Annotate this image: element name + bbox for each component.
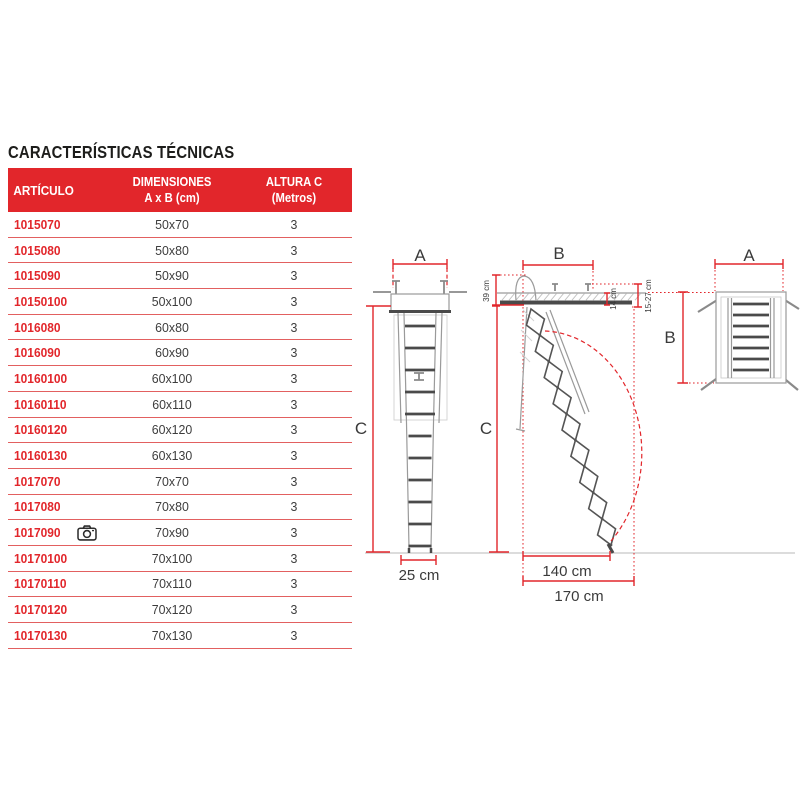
technical-diagrams <box>355 230 800 630</box>
altura-value: 3 <box>290 422 298 438</box>
table-row <box>8 469 352 495</box>
altura-value: 3 <box>290 473 298 489</box>
article-number: 10170110 <box>14 576 67 592</box>
altura-value: 3 <box>290 370 298 386</box>
front-view-diagram <box>355 246 467 584</box>
side-ceiling-offset-label: 39 cm <box>482 280 491 302</box>
table-row <box>8 443 352 469</box>
table-body <box>8 212 352 649</box>
specs-table <box>8 168 352 649</box>
side-width-label: B <box>553 244 565 263</box>
header-dimensiones-line1: DIMENSIONES <box>132 174 212 189</box>
table-header <box>8 168 352 212</box>
article-cell <box>8 345 108 360</box>
dimensions-value: 50x90 <box>155 268 189 284</box>
table-row <box>8 263 352 289</box>
article-cell <box>8 294 108 309</box>
altura-value: 3 <box>290 525 298 541</box>
altura-value: 3 <box>290 448 298 464</box>
scissor-ladder <box>526 309 615 546</box>
article-cell <box>8 320 108 335</box>
header-altura-line1: ALTURA C <box>265 174 323 189</box>
dimensions-value: 70x130 <box>151 627 193 643</box>
table-row <box>8 495 352 521</box>
altura-value: 3 <box>290 268 298 284</box>
dimensions-value: 60x90 <box>155 345 189 361</box>
dimensions-value: 60x130 <box>151 448 193 464</box>
altura-value: 3 <box>290 627 298 643</box>
article-cell <box>8 576 108 591</box>
dimensions-value: 70x110 <box>152 576 192 592</box>
article-cell <box>8 422 108 437</box>
article-number: 1016090 <box>14 345 61 361</box>
front-height-label: C <box>355 419 368 438</box>
article-number: 10170100 <box>14 550 68 566</box>
article-number: 10160120 <box>14 422 68 438</box>
table-row <box>8 520 352 546</box>
article-number: 1015080 <box>14 242 61 258</box>
table-row <box>8 340 352 366</box>
table-row <box>8 418 352 444</box>
top-ladder-rungs <box>733 304 769 370</box>
altura-value: 3 <box>290 499 298 515</box>
dimensions-value: 50x80 <box>155 242 189 258</box>
table-row <box>8 572 352 598</box>
article-number: 10160110 <box>14 396 67 412</box>
article-cell <box>8 448 108 463</box>
dimensions-value: 60x110 <box>152 396 192 412</box>
dimensions-value: 70x120 <box>151 602 193 618</box>
altura-value: 3 <box>290 293 298 309</box>
article-cell <box>8 551 108 566</box>
article-number: 1017090 <box>14 525 61 541</box>
table-row <box>8 212 352 238</box>
article-number: 10150100 <box>14 293 68 309</box>
article-number: 1017070 <box>14 473 61 489</box>
article-cell <box>8 243 108 258</box>
dimensions-value: 60x80 <box>155 319 189 335</box>
article-number: 10160130 <box>14 448 68 464</box>
camera-icon <box>77 525 97 541</box>
top-view-diagram <box>648 246 799 390</box>
table-row <box>8 315 352 341</box>
side-hatch-thickness-label: 14 cm <box>609 288 618 310</box>
altura-value: 3 <box>290 396 298 412</box>
article-cell <box>8 217 108 232</box>
top-depth-label: B <box>664 328 676 347</box>
article-cell <box>8 602 108 617</box>
article-number: 1015070 <box>14 216 61 232</box>
dimensions-value: 70x100 <box>151 550 193 566</box>
article-number: 10160100 <box>14 370 68 386</box>
article-cell <box>8 525 108 541</box>
dimensions-value: 60x120 <box>151 422 193 438</box>
front-ladder-rungs <box>405 326 435 546</box>
side-frame-height-label: 15-27 cm <box>644 279 653 313</box>
article-cell <box>8 628 108 643</box>
altura-value: 3 <box>290 550 298 566</box>
front-foot-width-label: 25 cm <box>398 567 440 584</box>
altura-value: 3 <box>290 576 298 592</box>
article-number: 10170130 <box>14 627 68 643</box>
article-cell <box>8 474 108 489</box>
dimensions-value: 60x100 <box>151 370 193 386</box>
front-width-label: A <box>414 246 426 265</box>
table-row <box>8 546 352 572</box>
header-dimensiones-line2: A x B (cm) <box>144 191 200 205</box>
table-row <box>8 623 352 649</box>
side-height-label: C <box>479 419 493 438</box>
dimensions-value: 50x70 <box>155 216 189 232</box>
top-width-label: A <box>743 246 755 265</box>
article-number: 1016080 <box>14 319 61 335</box>
article-cell <box>8 397 108 412</box>
altura-value: 3 <box>290 242 298 258</box>
altura-value: 3 <box>290 216 298 232</box>
article-cell <box>8 371 108 386</box>
side-foot-distance-label: 140 cm <box>542 563 592 580</box>
dimensions-value: 50x100 <box>151 293 193 309</box>
article-number: 1015090 <box>14 268 61 284</box>
article-number: 1017080 <box>14 499 61 515</box>
table-row <box>8 238 352 264</box>
header-altura-line2: (Metros) <box>271 191 317 205</box>
article-number: 10170120 <box>14 602 68 618</box>
page-title: CARACTERÍSTICAS TÉCNICAS <box>8 142 235 162</box>
altura-value: 3 <box>290 319 298 335</box>
article-cell <box>8 499 108 514</box>
side-view-diagram <box>480 244 653 605</box>
dimensions-value: 70x90 <box>155 525 189 541</box>
altura-value: 3 <box>290 602 298 618</box>
side-swing-distance-label: 170 cm <box>554 588 604 605</box>
table-row <box>8 366 352 392</box>
article-cell <box>8 268 108 283</box>
table-row <box>8 289 352 315</box>
dimensions-value: 70x80 <box>155 499 189 515</box>
header-dimensiones <box>114 174 229 207</box>
table-row <box>8 597 352 623</box>
header-altura <box>242 174 346 207</box>
header-articulo: ARTÍCULO <box>13 182 74 198</box>
dimensions-value: 70x70 <box>155 473 189 489</box>
table-row <box>8 392 352 418</box>
altura-value: 3 <box>290 345 298 361</box>
